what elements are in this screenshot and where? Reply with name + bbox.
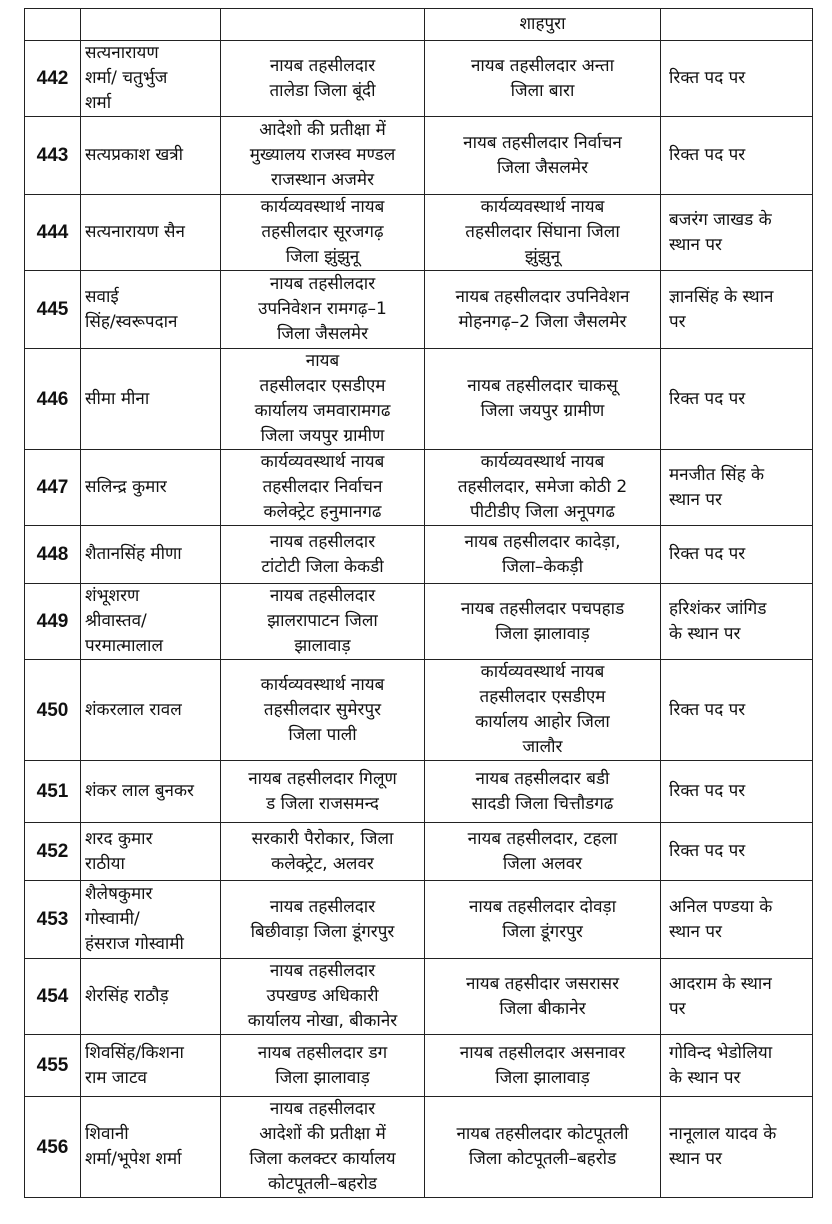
employee-name-cell [81, 584, 221, 660]
remark-cell [661, 881, 813, 959]
new-posting-cell [425, 41, 661, 117]
serial-number: 453 [36, 909, 69, 930]
remark: हरिशंकर जांगिड के स्थान पर [669, 598, 767, 644]
remark-cell [661, 584, 813, 660]
remark: आदराम के स्थान पर [669, 973, 772, 1019]
table-row [25, 959, 813, 1035]
new-posting: नायब तहसीलदार कोटपूतली जिला कोटपूतली–बहरोड [456, 1124, 629, 1169]
remark: अनिल पण्डया के स्थान पर [669, 896, 773, 942]
current-posting-cell [221, 271, 425, 349]
serial-number-cell [25, 349, 81, 450]
new-posting: नायब तहसीलदार चाकसू जिला जयपुर ग्रामीण [467, 376, 618, 421]
current-posting-cell [221, 584, 425, 660]
serial-number-cell [25, 959, 81, 1035]
serial-number-cell [25, 584, 81, 660]
remark-cell [661, 450, 813, 526]
remark-cell [661, 823, 813, 881]
serial-number-cell [25, 526, 81, 584]
new-posting: कार्यव्यवस्थार्थ नायब तहसीलदार, समेजा कोठी 2 पीटीडीए जिला अनूपगढ [457, 452, 628, 522]
employee-name: शिवानी शर्मा/भूपेश शर्मा [85, 1124, 182, 1169]
current-posting: नायब तहसीलदार एसडीएम कार्यालय जमवारामगढ जिला जयपुर ग्रामीण [254, 351, 391, 446]
transfer-table-body [25, 9, 813, 1198]
serial-number: 454 [36, 986, 69, 1007]
serial-number: 444 [36, 222, 69, 243]
table-row [25, 526, 813, 584]
header-cell-to: शाहपुरा [425, 9, 661, 41]
new-posting: नायब तहसीलदार उपनिवेशन मोहनगढ़–2 जिला जैसलमेर [455, 286, 630, 332]
employee-name-cell [81, 660, 221, 761]
employee-name: शेरसिंह राठौड़ [85, 986, 169, 1006]
current-posting-cell [221, 1035, 425, 1097]
remark-cell [661, 271, 813, 349]
serial-number: 455 [36, 1055, 69, 1076]
table-row [25, 195, 813, 271]
serial-number: 449 [36, 611, 69, 632]
new-posting: नायब तहसीलदार असनावर जिला झालावाड़ [459, 1042, 626, 1088]
current-posting: नायब तहसीलदार गिलूण ड जिला राजसमन्द [248, 768, 397, 814]
remark-cell [661, 41, 813, 117]
table-row [25, 584, 813, 660]
employee-name: सीमा मीना [85, 388, 150, 409]
new-posting-cell [425, 660, 661, 761]
table-row [25, 117, 813, 195]
current-posting: नायब तहसीलदार डग जिला झालावाड़ [257, 1042, 388, 1088]
serial-number: 448 [36, 544, 69, 565]
remark: गोविन्द भेडोलिया के स्थान पर [669, 1042, 773, 1088]
current-posting-cell [221, 660, 425, 761]
serial-number-cell [25, 761, 81, 823]
header-cell-remark [661, 9, 813, 41]
remark: बजरंग जाखड के स्थान पर [669, 209, 772, 255]
table-row [25, 41, 813, 117]
serial-number: 443 [36, 145, 69, 166]
remark: रिक्त पद पर [669, 145, 746, 165]
current-posting-cell [221, 1097, 425, 1198]
employee-name-cell [81, 881, 221, 959]
current-posting-cell [221, 959, 425, 1035]
remark: रिक्त पद पर [669, 388, 746, 409]
employee-name-cell [81, 1035, 221, 1097]
new-posting-cell [425, 584, 661, 660]
employee-name-cell [81, 41, 221, 117]
new-posting: कार्यव्यवस्थार्थ नायब तहसीलदार एसडीएम कार्यालय आहोर जिला जालौर [475, 662, 610, 757]
header-cell-name [81, 9, 221, 41]
current-posting: नायब तहसीलदार बिछीवाड़ा जिला डूंगरपुर [250, 896, 395, 942]
new-posting-cell [425, 881, 661, 959]
remark-cell [661, 959, 813, 1035]
employee-name-cell [81, 959, 221, 1035]
remark: मनजीत सिंह के स्थान पर [669, 464, 765, 510]
table-row [25, 881, 813, 959]
current-posting-cell [221, 41, 425, 117]
header-cell-number [25, 9, 81, 41]
table-row [25, 1035, 813, 1097]
current-posting-cell [221, 450, 425, 526]
current-posting-cell [221, 823, 425, 881]
remark: रिक्त पद पर [669, 781, 746, 801]
serial-number-cell [25, 881, 81, 959]
new-posting: नायब तहसीलदार, टहला जिला अलवर [467, 828, 618, 874]
serial-number: 451 [36, 781, 69, 802]
serial-number-cell [25, 41, 81, 117]
employee-name-cell [81, 1097, 221, 1198]
remark: नानूलाल यादव के स्थान पर [669, 1124, 777, 1169]
new-posting-cell [425, 271, 661, 349]
serial-number-cell [25, 271, 81, 349]
employee-name: शिवसिंह/किशना राम जाटव [85, 1042, 184, 1088]
new-posting-cell [425, 526, 661, 584]
new-posting-cell [425, 195, 661, 271]
new-posting-cell [425, 959, 661, 1035]
remark: रिक्त पद पर [669, 68, 746, 88]
employee-name-cell [81, 271, 221, 349]
remark-cell [661, 117, 813, 195]
employee-name: शरद कुमार राठीया [85, 828, 153, 874]
employee-name-cell [81, 195, 221, 271]
new-posting: नायब तहसीलदार बडी सादडी जिला चित्तौडगढ [471, 768, 614, 814]
current-posting-cell [221, 117, 425, 195]
current-posting: नायब तहसीलदार आदेशों की प्रतीक्षा में जिला कलक्टर कार्यालय कोटपूतली–बहरोड [249, 1099, 396, 1194]
table-row [25, 823, 813, 881]
serial-number-cell [25, 195, 81, 271]
remark-cell [661, 1097, 813, 1198]
current-posting: नायब तहसीलदार टांटोटी जिला केकडी [261, 531, 384, 577]
current-posting: कार्यव्यवस्थार्थ नायब तहसीलदार निर्वाचन कलेक्ट्रेट हनुमानगढ [260, 452, 385, 522]
serial-number-cell [25, 117, 81, 195]
table-row [25, 761, 813, 823]
remark-cell [661, 761, 813, 823]
current-posting: कार्यव्यवस्थार्थ नायब तहसीलदार सूरजगढ़ जिला झुंझुनू [260, 197, 385, 267]
new-posting: नायब तहसीलदार निर्वाचन जिला जैसलमेर [463, 132, 622, 178]
new-posting: नायब तहसीदार जसरासर जिला बीकानेर [465, 973, 620, 1019]
current-posting-cell [221, 195, 425, 271]
remark-cell [661, 1035, 813, 1097]
serial-number-cell [25, 1097, 81, 1198]
employee-name: शंभूशरण श्रीवास्तव/ परमात्मालाल [85, 586, 163, 656]
serial-number: 442 [36, 68, 69, 89]
employee-name: सत्यनारायण शर्मा/ चतुर्भुज शर्मा [85, 43, 168, 113]
serial-number-cell [25, 823, 81, 881]
new-posting-cell [425, 349, 661, 450]
header-cell-from [221, 9, 425, 41]
serial-number-cell [25, 660, 81, 761]
new-posting-cell [425, 823, 661, 881]
remark-cell [661, 660, 813, 761]
serial-number: 447 [36, 477, 69, 498]
employee-name: शैलेषकुमार गोस्वामी/ हंसराज गोस्वामी [85, 884, 184, 954]
employee-name: सलिन्द्र कुमार [85, 477, 167, 497]
new-posting: नायब तहसीलदार पचपहाड जिला झालावाड़ [460, 598, 625, 644]
employee-name: सत्यनारायण सैन [85, 222, 185, 242]
new-posting-cell [425, 117, 661, 195]
remark: रिक्त पद पर [669, 544, 746, 564]
serial-number: 445 [36, 299, 69, 320]
remark-cell [661, 349, 813, 450]
current-posting: नायब तहसीलदार तालेडा जिला बूंदी [269, 55, 376, 101]
employee-name-cell [81, 761, 221, 823]
employee-name-cell [81, 823, 221, 881]
current-posting: नायब तहसीलदार उपनिवेशन रामगढ़–1 जिला जैसलमेर [258, 274, 387, 344]
employee-name: शंकर लाल बुनकर [85, 781, 194, 801]
remark: रिक्त पद पर [669, 841, 746, 861]
employee-name: सत्यप्रकाश खत्री [85, 145, 184, 165]
current-posting: नायब तहसीलदार झालरापाटन जिला झालावाड़ [267, 586, 378, 656]
table-row [25, 349, 813, 450]
employee-name: शंकरलाल रावल [85, 699, 182, 720]
new-posting: कार्यव्यवस्थार्थ नायब तहसीलदार सिंघाना जिला झुंझुनू [465, 197, 620, 267]
current-posting: सरकारी पैरोकार, जिला कलेक्ट्रेट, अलवर [251, 828, 394, 874]
current-posting-cell [221, 526, 425, 584]
table-row [25, 1097, 813, 1198]
header-row [25, 9, 813, 41]
transfer-table [24, 8, 813, 1198]
employee-name-cell [81, 117, 221, 195]
new-posting: नायब तहसीलदार दोवड़ा जिला डूंगरपुर [468, 896, 617, 942]
table-row [25, 450, 813, 526]
current-posting: कार्यव्यवस्थार्थ नायब तहसीलदार सुमेरपुर जिला पाली [260, 674, 385, 745]
employee-name: शैतानसिंह मीणा [85, 544, 182, 564]
table-row [25, 660, 813, 761]
current-posting-cell [221, 761, 425, 823]
serial-number-cell [25, 450, 81, 526]
remark-cell [661, 526, 813, 584]
new-posting-cell [425, 1097, 661, 1198]
new-posting-cell [425, 1035, 661, 1097]
new-posting: नायब तहसीलदार कादेड़ा, जिला–केकड़ी [464, 531, 621, 577]
serial-number: 456 [36, 1136, 69, 1158]
current-posting: नायब तहसीलदार उपखण्ड अधिकारी कार्यालय नोखा, बीकानेर [247, 961, 398, 1031]
remark-cell [661, 195, 813, 271]
employee-name-cell [81, 450, 221, 526]
new-posting-cell [425, 450, 661, 526]
current-posting: आदेशो की प्रतीक्षा में मुख्यालय राजस्व मण्डल राजस्थान अजमेर [249, 120, 396, 190]
serial-number: 446 [36, 388, 69, 410]
employee-name: सवाई सिंह/स्वरूपदान [85, 286, 178, 332]
serial-number: 450 [36, 699, 69, 721]
employee-name-cell [81, 526, 221, 584]
remark: रिक्त पद पर [669, 699, 746, 720]
serial-number-cell [25, 1035, 81, 1097]
employee-name-cell [81, 349, 221, 450]
current-posting-cell [221, 881, 425, 959]
remark: ज्ञानसिंह के स्थान पर [669, 286, 774, 332]
current-posting-cell [221, 349, 425, 450]
serial-number: 452 [36, 841, 69, 862]
table-row [25, 271, 813, 349]
new-posting-cell [425, 761, 661, 823]
new-posting: नायब तहसीलदार अन्ता जिला बारा [470, 55, 615, 101]
